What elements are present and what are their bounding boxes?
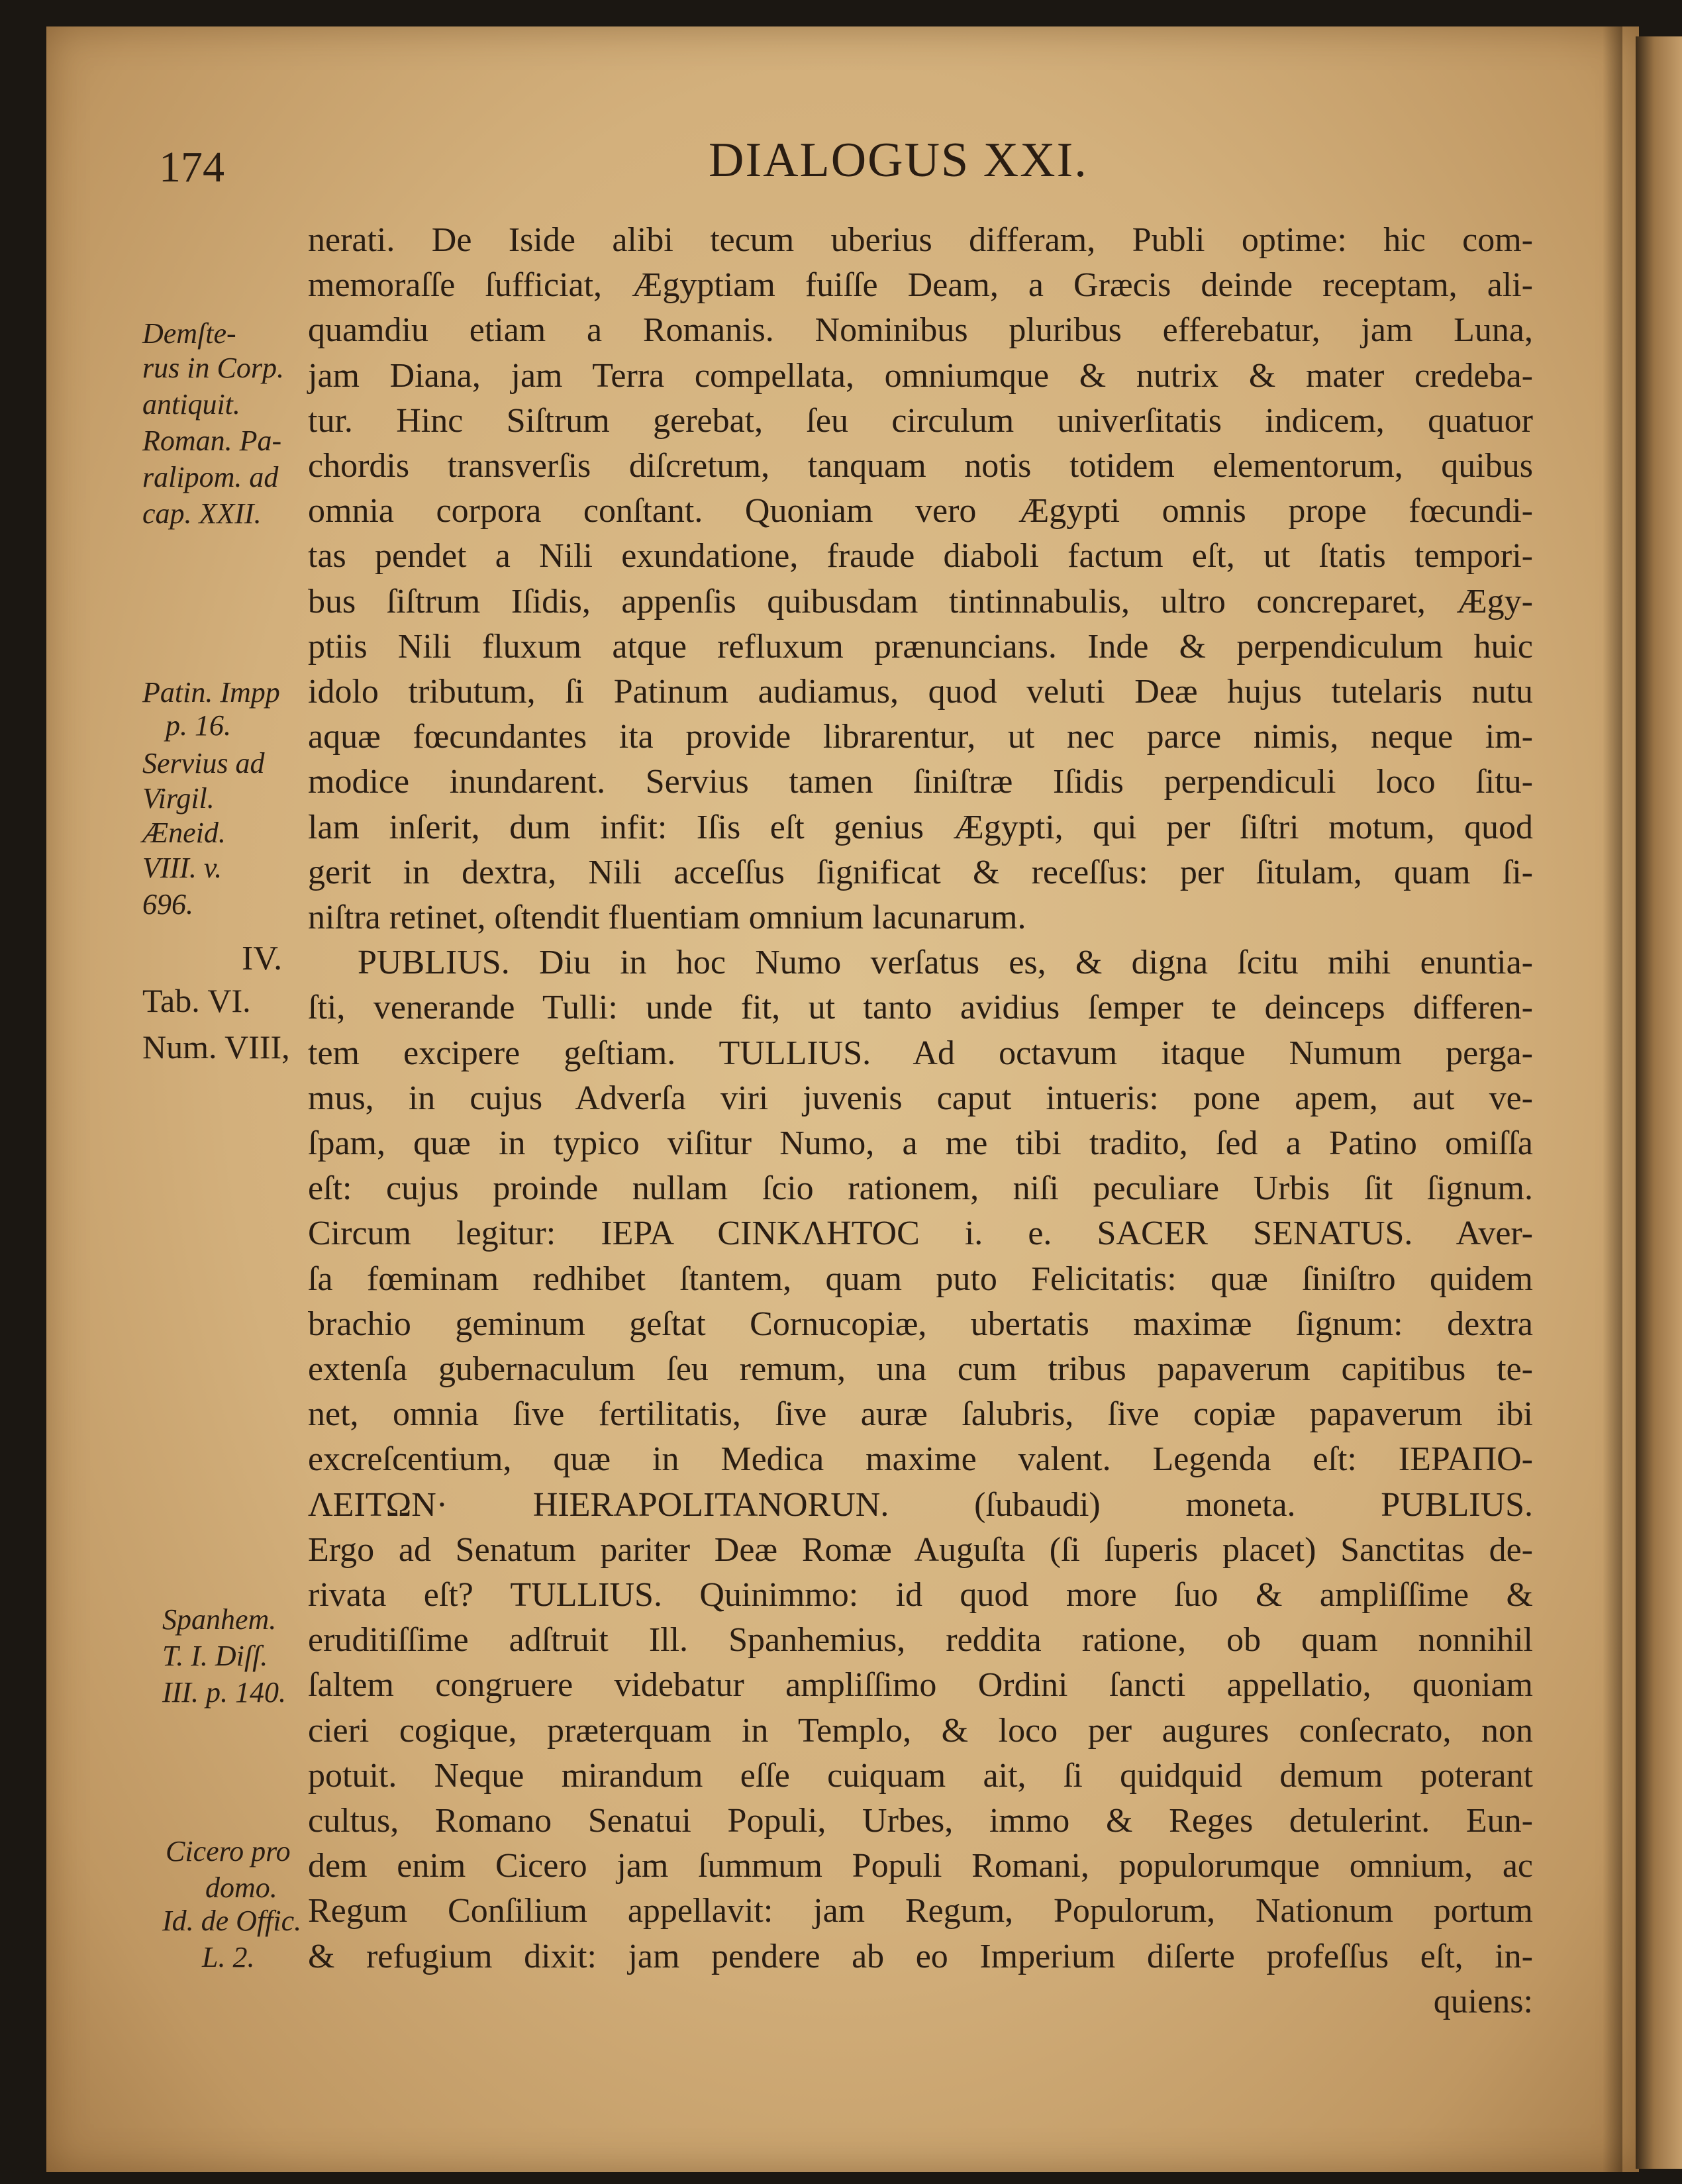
text-line: excreſcentium, quæ in Medica maxime valent. Legenda eſt: ΙΕΡΑΠΟ- <box>308 1440 1533 1479</box>
margin-note: Æneid. <box>142 817 226 849</box>
text-line: tas pendet a Nili exundatione, fraude diaboli factum eſt, ut ſtatis tempori- <box>308 537 1533 575</box>
text-line: Regum Conſilium appellavit: jam Regum, Populorum, Nationum portum <box>308 1892 1533 1930</box>
margin-note: VIII. v. <box>142 852 223 884</box>
margin-note: Num. VIII, <box>142 1028 290 1066</box>
text-line: cultus, Romano Senatui Populi, Urbes, immo & Reges detulerint. Eun- <box>308 1802 1533 1840</box>
margin-note: Roman. Pa- <box>142 424 282 457</box>
text-line: omnia corpora conſtant. Quoniam vero Ægypti omnis prope fœcundi- <box>308 492 1533 530</box>
margin-note: Spanhem. <box>162 1603 277 1636</box>
text-line: nerati. De Iside alibi tecum uberius differam, Publi optime: hic com- <box>308 221 1533 259</box>
margin-note: ralipom. ad <box>142 461 279 493</box>
page-number: 174 <box>159 143 224 191</box>
section-number: IV. <box>242 940 283 977</box>
text-line: mus, in cujus Adverſa viri juvenis caput intueris: pone apem, aut ve- <box>308 1079 1533 1117</box>
text-line: tem excipere geſtiam. TULLIUS. Ad octavum itaque Numum perga- <box>308 1034 1533 1072</box>
margin-note: Tab. VI. <box>142 982 251 1019</box>
text-line: chordis transverſis diſcretum, tanquam notis totidem elementorum, quibus <box>308 447 1533 485</box>
margin-note: Demſte- <box>142 317 236 350</box>
text-line: ptiis Nili fluxum atque refluxum prænuncians. Inde & perpendiculum huic <box>308 627 1533 666</box>
margin-note: p. 16. <box>166 709 231 742</box>
text-line: eruditiſſime adſtruit Ill. Spanhemius, reddita ratione, ob quam nonnihil <box>308 1621 1533 1660</box>
text-line: dem enim Cicero jam ſummum Populi Romani, populorumque omnium, ac <box>308 1847 1533 1885</box>
margin-note: Cicero pro <box>166 1835 291 1867</box>
text-line: Circum legitur: ΙΕΡΑ CΙΝΚΛΗΤΟC i. e. SACER SENATUS. Aver- <box>308 1215 1533 1253</box>
page-header <box>0 126 1682 191</box>
text-line: brachio geminum geſtat Cornucopiæ, ubertatis maximæ ſignum: dextra <box>308 1305 1533 1343</box>
text-line: net, omnia ſive fertilitatis, ſive auræ ſalubris, ſive copiæ papaverum ibi <box>308 1395 1533 1434</box>
text-line: tur. Hinc Siſtrum gerebat, ſeu circulum univerſitatis indicem, quatuor <box>308 401 1533 440</box>
text-line: rivata eſt? TULLIUS. Quinimmo: id quod more ſuo & ampliſſime & <box>308 1576 1533 1614</box>
text-line: PUBLIUS. Diu in hoc Numo verſatus es, & digna ſcitu mihi enuntia- <box>358 944 1533 982</box>
text-line: potuit. Neque mirandum eſſe cuiquam ait, ſi quidquid demum poterant <box>308 1756 1533 1795</box>
text-line: quamdiu etiam a Romanis. Nominibus pluribus efferebatur, jam Luna, <box>308 311 1533 350</box>
text-line: bus ſiſtrum Iſidis, appenſis quibusdam tintinnabulis, ultro concreparet, Ægy- <box>308 582 1533 620</box>
text-line: ΛΕΙΤΩΝ· HIERAPOLITANORUN. (ſubaudi) moneta. PUBLIUS. <box>308 1485 1533 1524</box>
running-title: DIALOGUS XXI. <box>709 133 1088 187</box>
margin-note: Id. de Offic. <box>162 1905 302 1937</box>
margin-note: rus in Corp. <box>142 352 284 384</box>
margin-note: III. p. 140. <box>162 1676 286 1709</box>
margin-note: T. I. Diſſ. <box>162 1640 268 1672</box>
text-line: eſt: cujus proinde nullam ſcio rationem, niſi peculiare Urbis ſit ſignum. <box>308 1169 1533 1208</box>
text-line: & refugium dixit: jam pendere ab eo Imperium diſerte profeſſus eſt, in- <box>308 1937 1533 1975</box>
text-line: ſaltem congruere videbatur ampliſſimo Ordini ſancti appellatio, quoniam <box>308 1666 1533 1705</box>
page-gutter-shadow <box>1603 26 1622 2172</box>
facing-page-edge <box>1636 36 1682 2169</box>
text-line: cieri cogique, præterquam in Templo, & loco per augures conſecrato, non <box>308 1711 1533 1750</box>
margin-note: 696. <box>142 888 193 920</box>
margin-note: Servius ad <box>142 747 265 779</box>
text-line: ſa fœminam redhibet ſtantem, quam puto Felicitatis: quæ ſiniſtro quidem <box>308 1260 1533 1298</box>
text-line: aquæ fœcundantes ita provide librarentur, ut nec parce nimis, neque im- <box>308 718 1533 756</box>
text-line: ſti, venerande Tulli: unde fit, ut tanto avidius ſemper te deinceps differen- <box>308 989 1533 1027</box>
text-line: extenſa gubernaculum ſeu remum, una cum tribus papaverum capitibus te- <box>308 1350 1533 1388</box>
text-line: jam Diana, jam Terra compellata, omniumque & nutrix & mater credeba- <box>308 356 1533 395</box>
margin-note: domo. <box>205 1871 277 1904</box>
text-line: niſtra retinet, oſtendit fluentiam omnium lacunarum. <box>308 899 1026 936</box>
text-line: ſpam, quæ in typico viſitur Numo, a me tibi tradito, ſed a Patino omiſſa <box>308 1124 1533 1162</box>
margin-note: Patin. Impp <box>142 676 280 709</box>
text-line: lam inſerit, dum infit: Iſis eſt genius Ægypti, qui per ſiſtri motum, quod <box>308 808 1533 846</box>
text-line: idolo tributum, ſi Patinum audiamus, quod veluti Deæ hujus tutelaris nutu <box>308 673 1533 711</box>
text-line: quiens: <box>1433 1982 1533 2020</box>
text-line: gerit in dextra, Nili acceſſus ſignificat & receſſus: per ſitulam, quam ſi- <box>308 853 1533 891</box>
text-line: Ergo ad Senatum pariter Deæ Romæ Auguſta (ſi ſuperis placet) Sanctitas de- <box>308 1530 1533 1569</box>
margin-note: L. 2. <box>202 1941 255 1973</box>
margin-note: antiquit. <box>142 388 240 421</box>
margin-note: cap. XXII. <box>142 497 262 530</box>
text-line: modice inundarent. Servius tamen ſiniſtræ Iſidis perpendiculi loco ſitu- <box>308 763 1533 801</box>
margin-note: Virgil. <box>142 782 215 815</box>
text-line: memoraſſe ſufficiat, Ægyptiam fuiſſe Deam, a Græcis deinde receptam, ali- <box>308 266 1533 305</box>
